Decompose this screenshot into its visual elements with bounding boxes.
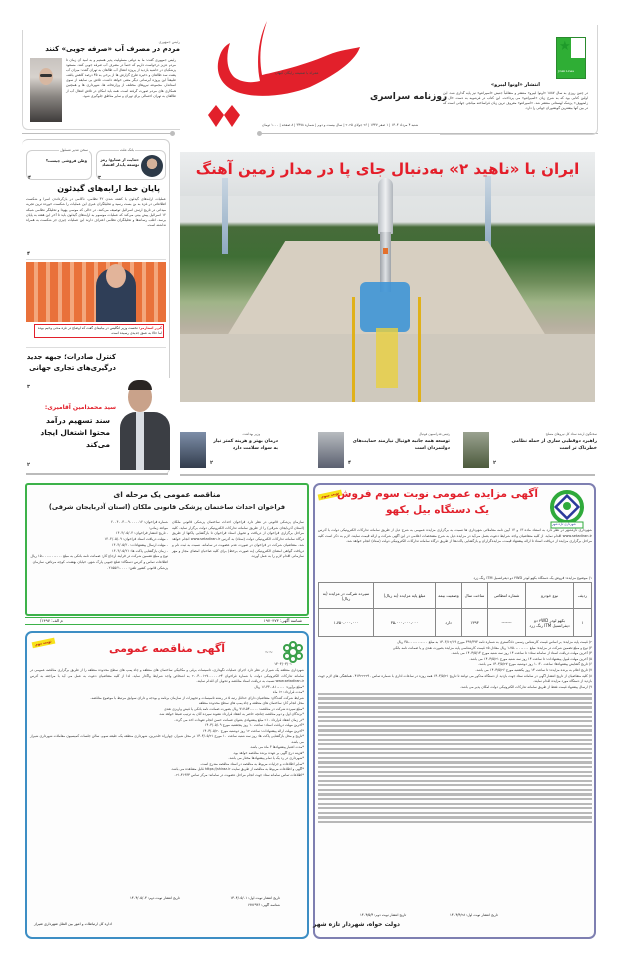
gideon-body: عملیات ارابه‌های گیدئون با کشته شدن ۴۲ نظامی، ناکامی در بازگرداندن اسرا و شکست اطلاعاتی در غزه به بن بست رسید و تحلیلگران عبری این عملیات را شکست خورده ترین تجربه میدانی در تاریخ ارتش اسرائیل توصیف می‌کنند. در حالی که موسی یهودا و تحلیلگر نظامی شبکه ۱۲ اسرائیل پیش بینی می‌کند که عملیات موسوم به ارابه‌های گیدئون باید تا آخر این هفته به پایان برسد. اغلب رسانه‌ها و تحلیلگران نظامی اعتراف دارند این عملیات چیزی جز شکست به همراه نداشته است. xyxy=(26,197,167,228)
top-left-kicker: رئیس جمهوری xyxy=(158,40,180,44)
tender2-para: *برندگان اول و دوم مناقصه چنانچه حاضر به انعقاد قرارداد نشوند سپرده آنان به ترتیب ضبط خواهد شد. xyxy=(158,712,304,716)
tender-contact: اطلاعات تماس و آدرس دستگاه: ضلع جنوبی پارک شهر، خیابان بهشت، کوچه مرتاض، سازمان پزشکی قانونی کشور تلفن: ۰۲۱۵۵۶۱۰۰۰۰ xyxy=(32,559,168,570)
tender2-para: *اطلاعات تماس سامانه ستاد جهت انجام مراحل عضویت در سامانه: مرکز تماس ۴۱۹۳۴-۰۲۱ xyxy=(174,772,304,777)
cell: دارد xyxy=(436,609,462,637)
rule-dot xyxy=(170,131,175,136)
flag-caption: Jinak Lines xyxy=(558,69,574,73)
tender2-ad-id: شناسه آگهی: ۱۹۷۶۹۳۶ xyxy=(247,903,280,907)
tender2-para: *تاریخ و محل بازگشایی پاکت ها: روز سه شنبه ساعت ۱۰ مورخ ۱۴۰۴/۰۵/۲۱ در محل شیراز، چهارراه خلدبرین، شهرداری منطقه یک، طبقه سوم، سالن جلسات کمیسیون معاملات شهرداری شیراز می باشد. xyxy=(30,734,304,744)
interview-name: سید محمدامین آقامیری: xyxy=(44,404,116,411)
col-vehicle: نوع خودرو xyxy=(526,583,574,609)
tender2-badge: نوبت دوم xyxy=(32,638,55,649)
page-ref: ۲ xyxy=(210,460,214,466)
logo-caption: شهرداری تازه شهر xyxy=(552,522,576,526)
auction-intro: شهرداری تازه‌شهر در نظر دارد به استناد ماده ۱۳ و ۱۴ آیین نامه معاملاتی شهرداری ها نسبت به برگزاری مزایده عمومی به شرح ذیل از طریق سامانه تدارکات الکترونیکی دولت با آدرس www.setadiran.ir اقدام نماید. از کلیه متقاضیان واجد شرایط دعوت بعمل می‌آید در مزایده ذیل به شرح مشخصات اعلامی در این آگهی شرکت و ارائه قیمت نمایند. لازم به ذکر است کلیه مراحل برگزاری مزایده از دریافت اسناد تا ارائه پیشنهاد قیمت، مزایده‌گزاران و بازگشایی پاکت‌ها از طریق درگاه سامانه تدارکات الکترونیکی دولت (ستاد) انجام خواهد شد. xyxy=(318,528,592,543)
tender2-date-second: تاریخ انتشار نوبت دوم: ۱۴۰۴/۰۵/۰۴ xyxy=(130,896,180,900)
tender-title-2: فراخوان احداث ساختمان پزشکی قانونی ملکان (استان آذربایجان شرقی) xyxy=(48,503,286,511)
col-base-price: مبلغ پایه مزایده (به ریال) xyxy=(374,583,436,609)
page-ref: ۲ xyxy=(493,460,497,466)
auction-badge: نوبت سوم xyxy=(318,490,343,501)
page-ref: ۴ xyxy=(348,460,352,466)
masthead-slogan: همراه با ضمیمه رایگان کیهان xyxy=(275,71,319,75)
tender2-ref: ۱۴۰۴/۰۳/۰۱ xyxy=(274,662,292,666)
teaser-title: حمایت از صنایع؛ رمز توسعه پایدار اقتصاد xyxy=(100,157,139,168)
auction-signature: دولت خواه، شهردار تازه شهر xyxy=(312,921,400,928)
col-year: ساخت سال xyxy=(462,583,488,609)
rule-dot xyxy=(257,131,262,136)
tender2-para: *مدت اعتبار پیشنهادها ۳ ماه می باشد. xyxy=(249,745,304,749)
tender-details xyxy=(30,520,168,612)
tender2-body xyxy=(30,668,304,892)
tender2-para: *آگهی و اطلاعات مربوط به مناقصه از طریق سایت https://shiraz.ir قابل مشاهده می باشد. xyxy=(170,767,304,771)
cell: ------- xyxy=(488,609,526,637)
starmer-caption-box xyxy=(34,324,164,338)
teaser-kicker: بانک ملت xyxy=(119,148,134,152)
aghamiri-photo xyxy=(112,378,170,470)
teaser-kicker: سخن مدیر مسئول xyxy=(60,148,88,152)
tender-title-1: مناقصه عمومی یک مرحله ای xyxy=(113,490,221,499)
teaser-title: درمان بهتر و هزینه کمتر نیاز به سواد سلامت دارد xyxy=(213,439,278,451)
caption-text: نخست وزیر انگلیس در بیانیه‌ای گفت که اوضاع در غزه مدتی وخیم بوده اما حالا به عمق جدیدی رسیده است. xyxy=(37,326,162,335)
divider xyxy=(26,259,166,260)
clause: ۸) کلیه متقاضیان از تاریخ انتشار آگهی در سامانه ستاد جهت بازدید از دستگاه مذکور می توانند تا تاریخ ۱۴۰۴/۵/۲۱ همه روزه در ساعات اداری با شماره تماس ۰۴۱۴۲۲۲۲۹۰ هماهنگی های لازم جهت بازدید از دستگاه مورد مزایده اقدام نمایند. xyxy=(318,673,592,684)
teaser-title: توسعه همه جانبه فوتبال نیازمند حمایت‌های دولتمردان است xyxy=(352,439,450,451)
top-left-photo xyxy=(30,58,62,122)
auction-clauses xyxy=(318,640,592,904)
tender2-para: *مبلغ سپرده شرکت در مناقصه: ۷۱۷،۵۴۰،۰۰۰ ریال بصورت ضمانت نامه بانکی یا فیش واریزی نقدی xyxy=(163,706,304,711)
auction-date-second: تاریخ انتشار نوبت دوم: ۱۴۰۴/۵/۴ xyxy=(360,913,407,917)
lead-headline[interactable]: ایران با «ناهید ۲» به‌دنبال جای پا در مدار زمین آهنگ xyxy=(195,160,580,178)
tender2-para: *سایر اطلاعات و جزئیات مربوط به مناقصه در اسناد مناقصه مندرج است. xyxy=(200,761,304,766)
teaser-kicker: رئیس فدراسیون فوتبال xyxy=(418,432,450,436)
tender-date: - مهلت ارسال پیشنهادات: ۱۴۰۴/۰۵/۲۰ xyxy=(111,542,168,547)
clause-filler xyxy=(318,693,592,823)
divider xyxy=(180,474,595,476)
top-right-body: در چنین روزی به سال ۱۸۸۷ «اونوا لیبرو» منتشر و متعاقباً جنبش «اسپرانتو» نیز پایه گذاری شد. این اولین کتابی بود که به شرح زبان «اسپرانتو» می پرداخت. این کتاب در فرشوبه به دست «ال ال زامنهوف» پزشک لهستانی منتشر شد. «اسپرانتو» معروف ترین زبان فراساخته میانجی جهانی است که در بین آنها بیشترین گویشوران جهانی را دارد. xyxy=(443,91,588,110)
teaser-avatar xyxy=(141,155,163,177)
top-left-body: رئیس جمهوری گفت: ما به دولتی مسئولیت پذیر هستیم و به امید آن زمان تا مردم عزیز درخواست داریم که حتماً در مصرف آب صرفه جویی کنند. مسعود پزشکیان در حاشیه بازدید از پروژه انتقال آب طالقان به تهران گفت: میزان آب پشت سد طالقان و ذخیره طرح گزارش ها از برخی به ۴۵ درصد کاهش یافته، طبیعتاً این پروژه آبرسانی دیگر معنی خواهد داشت. تلاش بی سابقه از سوی استاندار، مجموعه نیروهای مختلف از وزارتخانه ها، شهرداری ها و همچنین همکاری های مردم صورت گرفته است. همه باید امکان در تلاش انتقال آب از طالقان به تهران احتمالی برای تهران و سایر مناطق جلوگیری شود. xyxy=(66,58,176,98)
tender2-para: *مبلغ برآورد: ۱۶،۴۳۰،۸۱۰،۰۰۰ ریال xyxy=(254,684,304,689)
teaser-photo xyxy=(180,432,206,468)
teaser-football[interactable] xyxy=(318,432,450,468)
col-insurance: وضعیت بیمه xyxy=(436,583,462,609)
clause: ۹) ارسال پیشنهاد قیمت فقط از طریق سامانه تدارکات الکترونیکی دولت امکان پذیر می باشد. xyxy=(460,684,592,689)
cell: ۱۳۹۳ xyxy=(462,609,488,637)
teaser-kicker: وزیر بهداشت xyxy=(242,432,260,436)
tender-date: - زمان بازگشایی پاکت ها: ۱۴۰۴/۰۵/۲۱ xyxy=(111,548,168,553)
teaser-photo xyxy=(318,432,344,468)
teaser-military[interactable] xyxy=(455,432,597,468)
svg-text:~~: ~~ xyxy=(264,650,273,656)
tender-mim-alef: م الف: ۱۴۹۷/ xyxy=(40,618,63,623)
teaser-health[interactable] xyxy=(180,432,310,468)
export-control-headline[interactable]: کنترل صادرات؛ جبهه جدید درگیری‌های تجاری جهانی xyxy=(26,353,116,372)
teaser-box-bank[interactable] xyxy=(96,150,166,180)
tender2-para: محل انجام کار: ساختمان های منطقه و چاه پمپ های سطح محدوده منطقه xyxy=(198,701,304,705)
masthead-logo[interactable] xyxy=(180,15,370,140)
masthead-rule-left xyxy=(22,133,172,134)
saye-logo-icon xyxy=(180,15,370,140)
starmer-photo xyxy=(26,262,166,322)
auction-date-first: تاریخ انتشار نوبت اول: ۱۴۰۴/۴/۲۸ xyxy=(450,913,498,917)
cell: ۱،۷۵۰،۰۰۰،۰۰۰ xyxy=(319,609,374,637)
tender-dates-label: مواعد زمانی: xyxy=(148,525,168,530)
esperanto-flag xyxy=(556,37,586,79)
auction-title-1: آگهی مزایده عمومی نوبت سوم فروش xyxy=(337,488,538,500)
teaser-photo xyxy=(463,432,489,468)
teaser-kicker: سخنگوی ارشد ستاد کل نیروهای مسلح xyxy=(545,432,597,436)
table-header-row xyxy=(319,583,592,609)
auction-subject: ۱) موضوع مزایده: فروش یک دستگاه بکهو لودر ۴WD دو دیفرانسیل ITM رنگ زرد xyxy=(473,576,592,580)
page-ref: ۳ xyxy=(27,384,31,390)
tender2-para: شهرداری منطقه یک شیراز در نظر دارد اجرای عملیات نگهداری، تاسیسات برقی و مکانیکی ساختمان های منطقه و چاه پمپ های سطح محدوده منطقه را از طریق برگزاری مناقصه عمومی در سامانه تدارکات الکترونیکی دولت با شماره فراخوان ۲۰۰۴۰۰۱۲۷۰۰۰۰۰۰۲۴ به اشخاص واجد شرایط واگذار نماید. لذا از کلیه متقاضیان دعوت به عمل می آید با مراجعه به آدرس www.setadiran.ir نسبت به دریافت اسناد مناقصه و تحویل آن اقدام نمایند. xyxy=(30,668,304,683)
cell: ۳۵،۰۰۰،۰۰۰،۰۰۰ xyxy=(374,609,436,637)
clause: ۶) تاریخ گشایش پیشنهادها: ساعت ۱۰:۳۰ روز دوشنبه مورخ ۱۴۰۴/۵/۲۷ می باشد. xyxy=(478,662,592,667)
caption-label: کی‌ر استارمر: xyxy=(138,326,162,330)
gideon-headline[interactable]: پایان خط ارابه‌های گیدئون xyxy=(57,184,160,193)
tender2-para: *شهرداری در رد یک یا تمام پیشنهادها مختار می باشد. xyxy=(228,756,304,760)
table-row xyxy=(319,609,592,637)
tender2-para: *در زمان انعقاد قرارداد ۱۰٪ مبلغ پیشنهادی بعنوان ضمانت حسن انجام تعهدات اخذ می گردد. xyxy=(174,717,304,722)
lead-photo[interactable] xyxy=(180,152,595,402)
auction-table xyxy=(318,582,592,637)
top-left-headline[interactable]: مردم در مصرف آب «صرفه جویی» کنند xyxy=(45,45,180,53)
tender2-para: *آخرین مهلت ارائه پیشنهادات: ساعت ۱۲ روز دوشنبه مورخ ۱۴۰۴/۰۵/۲۰ xyxy=(202,728,304,733)
tazeh-shahr-logo xyxy=(546,490,588,530)
clause: ۴) آخرین مهلت دریافت اسناد از سامانه ستاد: تا ساعت ۱۴ روز سه شنبه مورخ ۱۴۰۴/۵/۱۴ می باشد. xyxy=(451,651,592,656)
tender2-para: *آخرین مهلت دریافت اسناد: ساعت ۱۰ روز پنجشنبه مورخ ۱۴۰۴/۰۵/۰۹ xyxy=(204,723,304,727)
tender2-date-first: تاریخ انتشار نوبت اول: ۱۴۰۴/۰۵/۰۱ xyxy=(230,896,280,900)
star-icon: ★ xyxy=(559,39,571,54)
clause: ۳) نوع و مبلغ تضمین شرکت در مزایده: مبلغ ۱،۷۵۰،۰۰۰،۰۰۰ ریال معادل ۵٪ قیمت کارشناسی پایه مزایده بصورت نقدی و یا ضمانت نامه بانکی xyxy=(392,645,592,650)
page-ref: ۴ xyxy=(28,175,32,181)
cell: ۱ xyxy=(574,609,592,637)
auction-title-2: یک دستگاه بیل بکهو xyxy=(385,504,490,516)
teaser-title: وطن فروشی چیست؟ xyxy=(45,158,87,163)
clause: ۲) قیمت پایه مزایده: بر اساس قیمت کارشناس رسمی دادگستری به شماره نامه ۳۹۹/۳۹۳ مورخ ۱۴۰۳/۱۲/۱۹ به مبلغ ۳۵،۰۰۰،۰۰۰،۰۰۰ ریال xyxy=(397,640,592,644)
clause: ۷) تاریخ اعلام به برنده مزایده: تا ساعت ۱۴ روز یکشنبه مورخ ۱۴۰۴/۵/۲۶ می باشد. xyxy=(475,667,592,672)
tender-number: شماره فراخوان: ۲۰۰۴۰۰۳۰۰۹۰۰۰۰۰۱۲ xyxy=(110,520,168,524)
clause: ۵) آخرین مهلت قبول پیشنهادات: تا ساعت ۱۴ روز سه شنبه مورخ ۱۴۰۴/۵/۲۱ می باشد. xyxy=(469,656,592,661)
top-right-headline[interactable]: انتشار «اونوا لیبرو» xyxy=(490,82,540,88)
page-ref: ۴ xyxy=(27,251,31,257)
col-plate: شماره انتظامی xyxy=(488,583,526,609)
divider xyxy=(26,473,168,475)
tender-date: - مهلت دریافت اسناد فراخوان: ۱۴۰۴/۰۵/۰۹ xyxy=(104,537,168,542)
tender2-footer: اداره کل ارتباطات و امور بین الملل شهرداری شیراز xyxy=(34,922,112,926)
cell: بکهو لودر ۴WD دو دیفرانسیل ITM رنگ زرد xyxy=(526,609,574,637)
divider xyxy=(26,347,166,348)
page-ref: ۳ xyxy=(98,175,102,181)
tender-guarantee: نوع و مبلغ تضمین شرکت در فرایند ارجاع کار: ضمانت نامه بانکی به مبلغ ۱۵،۰۰۰،۰۰۰،۰۰۰ ریال xyxy=(30,554,168,559)
masthead-dateline: شنبه ۴ مرداد ۱۴۰۴ | ۱ صفر ۱۴۴۷ | ۲۶ جولای ۲۰۲۵ | سال بیست و دوم | شماره ۳۴۷۸ | ۸ صفحه | ۱۰۰۰ تومان xyxy=(262,123,419,127)
tender2-para: شرایط شرکت کنندگان: متقاضیان دارای حداقل رتبه ۵ در رشته تاسیسات و تجهیزات از سازمان برنامه و بودجه و دارای سوابق مرتبط با موضوع مناقصه. xyxy=(90,695,304,700)
tender-body: سازمان پزشکی قانونی در نظر دارد فراخوان احداث ساختمان پزشکی قانونی ملکان (استان آذربایجان شرقی) را از طریق سامانه تدارکات الکترونیکی دولت برگزار نماید. کلیه مراحل برگزاری فراخوان از دریافت و تحویل اسناد فراخوان تا بازگشایی پاکتها از طریق درگاه سامانه تدارکات الکترونیکی دولت (ستاد) به آدرس www.setadiran.ir انجام خواهد شد. متقاضیان شرکت در فراخوان در صورت عدم عضویت در سامانه، نسبت به ثبت نام و دریافت گواهی امضای الکترونیکی (به صورت برخط) برای کلیه صاحبان امضای مجاز و مهر سازمانی اقدام لازم را به عمل آورند. xyxy=(172,520,305,559)
tender2-title: آگهی مناقصه عمومی xyxy=(108,642,226,655)
tender2-para: *هزینه درج آگهی بر عهده برنده مناقصه خواهد بود. xyxy=(232,750,304,755)
masthead-subtitle: روزنامه سراسری xyxy=(370,92,448,102)
tender-ad-id: شناسه آگهی: ۱۹۷۰۴۷۳ xyxy=(263,618,302,623)
col-row: ردیف xyxy=(574,583,592,609)
teaser-box-editorial[interactable] xyxy=(26,150,92,180)
teaser-title: راهبرد دوقطبی سازی از حمله نظامی خطرناک تر است xyxy=(511,439,597,451)
tender2-para: *مدت قرارداد: ۱۲ ماه xyxy=(272,690,304,694)
tender-date: - تاریخ انتشار فراخوان: ۱۴۰۴/۰۵/۰۴ xyxy=(115,531,168,536)
page-ref: ۲ xyxy=(27,462,31,468)
col-deposit: سپرده شرکت در مزایده (به ریال) xyxy=(319,583,374,609)
interview-quote[interactable]: سند تسهیم درآمد محتوا اشتغال ایجاد می‌کند xyxy=(40,416,110,449)
